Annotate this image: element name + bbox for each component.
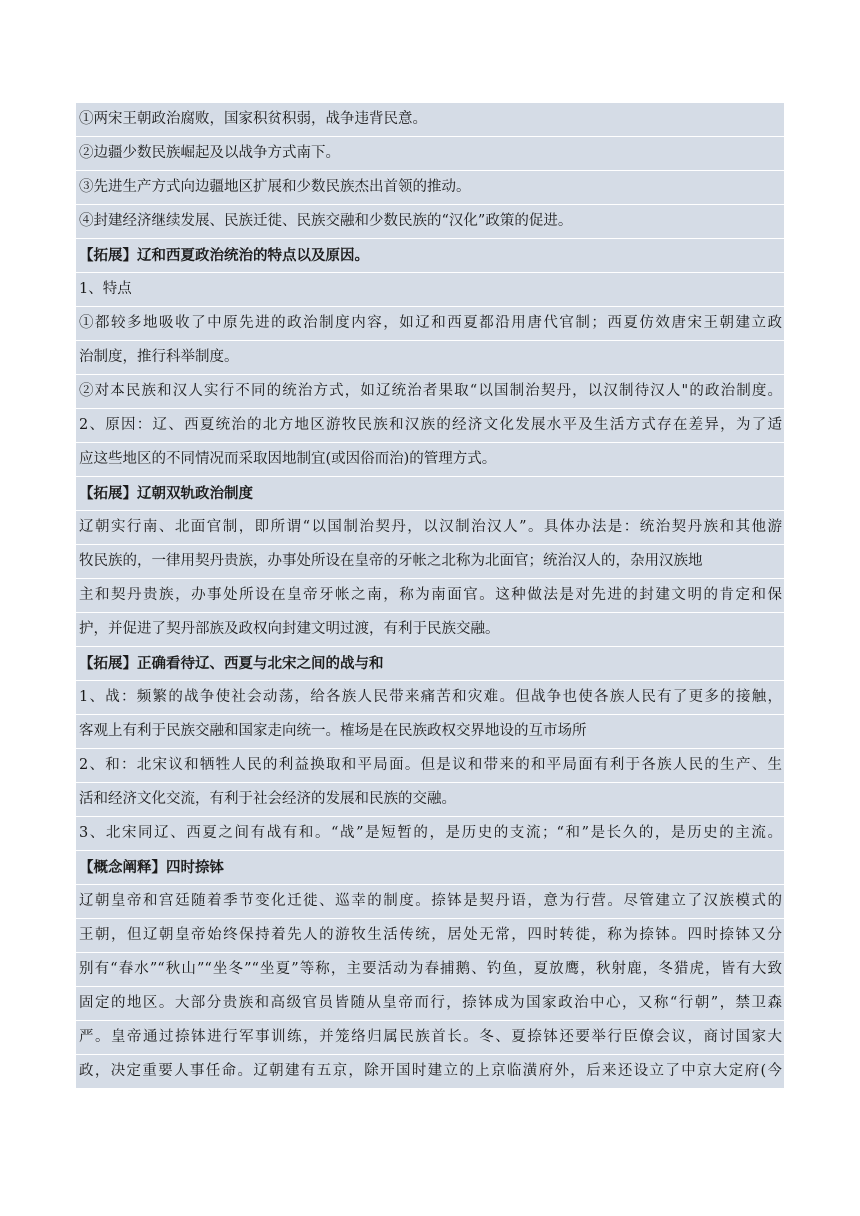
text-line: 1、战：频繁的战争使社会动荡，给各族人民带来痛苦和灾难。但战争也使各族人民有了更多的接触， [76, 681, 784, 715]
text-line: ①两宋王朝政治腐败，国家积贫积弱，战争违背民意。 [76, 103, 784, 137]
text-line: 2、和：北宋议和牺牲人民的利益换取和平局面。但是议和带来的和平局面有利于各族人民的生产、生 [76, 749, 784, 783]
text-line: 政，决定重要人事任命。辽朝建有五京，除开国时建立的上京临潢府外，后来还设立了中京大定府(今 [76, 1055, 784, 1089]
text-line: ②对本民族和汉人实行不同的统治方式，如辽统治者果取“以国制治契丹，以汉制待汉人"的政治制度。 [76, 375, 784, 409]
text-line: 治制度，推行科举制度。 [76, 341, 784, 375]
text-line: ②边疆少数民族崛起及以战争方式南下。 [76, 137, 784, 171]
text-line: 王朝，但辽朝皇帝始终保持着先人的游牧生活传统，居处无常，四时转徙，称为捺钵。四时捺钵又分 [76, 919, 784, 953]
text-line: 活和经济文化交流，有利于社会经济的发展和民族的交融。 [76, 783, 784, 817]
text-line: ①都较多地吸收了中原先进的政治制度内容，如辽和西夏都沿用唐代官制；西夏仿效唐宋王朝建立政 [76, 307, 784, 341]
text-line: 主和契丹贵族，办事处所设在皇帝牙帐之南，称为南面官。这种做法是对先进的封建文明的肯定和保 [76, 579, 784, 613]
text-line: 严。皇帝通过捺钵进行军事训练，并笼络归属民族首长。冬、夏捺钵还要举行臣僚会议，商讨国家大 [76, 1021, 784, 1055]
section-heading: 【拓展】辽朝双轨政治制度 [76, 477, 784, 511]
text-line: 辽朝皇帝和宫廷随着季节变化迁徙、巡幸的制度。捺钵是契丹语，意为行营。尽管建立了汉族模式的 [76, 885, 784, 919]
text-line: 1、特点 [76, 273, 784, 307]
text-line: 客观上有利于民族交融和国家走向统一。榷场是在民族政权交界地设的互市场所 [76, 715, 784, 749]
text-line: 牧民族的，一律用契丹贵族，办事处所设在皇帝的牙帐之北称为北面官；统治汉人的，杂用汉族地 [76, 545, 784, 579]
text-line: ③先进生产方式向边疆地区扩展和少数民族杰出首领的推动。 [76, 171, 784, 205]
text-line: 护，并促进了契丹部族及政权向封建文明过渡，有利于民族交融。 [76, 613, 784, 647]
text-line: 应这些地区的不同情况而采取因地制宜(或因俗而治)的管理方式。 [76, 443, 784, 477]
text-line: ④封建经济继续发展、民族迁徙、民族交融和少数民族的“汉化”政策的促进。 [76, 205, 784, 239]
section-heading: 【概念阐释】四时捺钵 [76, 851, 784, 885]
section-heading: 【拓展】辽和西夏政治统治的特点以及原因。 [76, 239, 784, 273]
document-body [76, 103, 784, 1089]
section-heading: 【拓展】正确看待辽、西夏与北宋之间的战与和 [76, 647, 784, 681]
text-line: 别有“春水”“秋山”“坐冬”“坐夏”等称，主要活动为春捕鹅、钓鱼，夏放鹰，秋射鹿，冬猎虎，皆有大致 [76, 953, 784, 987]
text-line: 辽朝实行南、北面官制，即所谓“以国制治契丹，以汉制治汉人”。具体办法是：统治契丹族和其他游 [76, 511, 784, 545]
text-line: 3、北宋同辽、西夏之间有战有和。“战”是短暂的，是历史的支流；“和”是长久的，是历史的主流。 [76, 817, 784, 851]
text-line: 2、原因：辽、西夏统治的北方地区游牧民族和汉族的经济文化发展水平及生活方式存在差异，为了适 [76, 409, 784, 443]
text-line: 固定的地区。大部分贵族和高级官员皆随从皇帝而行，捺钵成为国家政治中心，又称“行朝”，禁卫森 [76, 987, 784, 1021]
